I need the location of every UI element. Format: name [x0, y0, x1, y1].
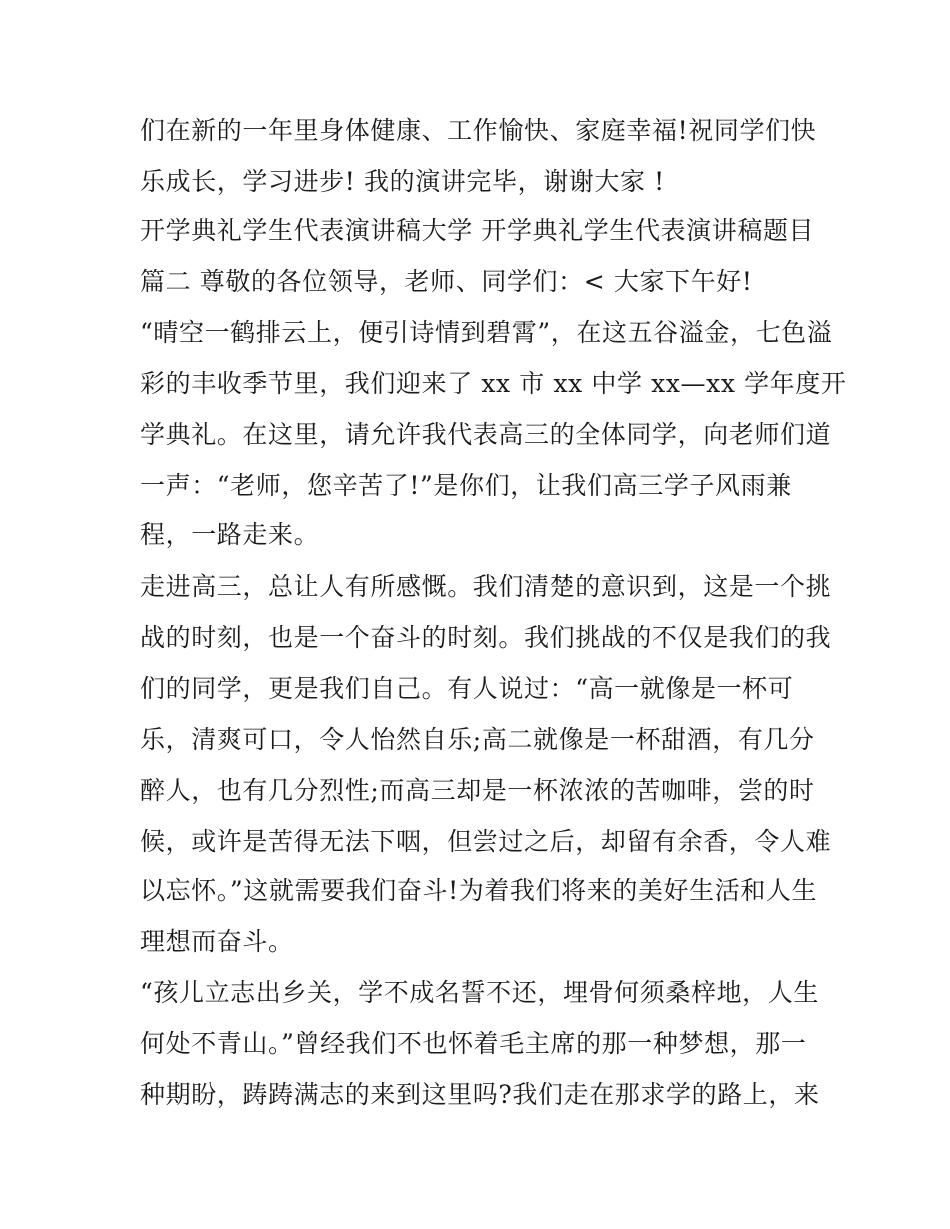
- text-line: 开学典礼学生代表演讲稿大学 开学典礼学生代表演讲稿题目: [140, 216, 815, 245]
- text-line: 何处不青山。”曾经我们不也怀着毛主席的那一种梦想，那一: [140, 1029, 807, 1058]
- text-line: 程，一路走来。: [140, 520, 320, 549]
- text-line: 乐成长，学习进步! 我的演讲完毕，谢谢大家 !: [140, 167, 665, 196]
- text-line: 彩的丰收季节里，我们迎来了 xx 市 xx 中学 xx—xx 学年度开: [140, 369, 847, 398]
- text-line: 以忘怀。”这就需要我们奋斗!为着我们将来的美好生活和人生: [140, 876, 818, 905]
- text-line: 理想而奋斗。: [140, 927, 294, 956]
- text-line: 篇二 尊敬的各位领导，老师、同学们：< 大家下午好!: [140, 267, 753, 296]
- text-line: 种期盼，踌踌满志的来到这里吗?我们走在那求学的路上，来: [140, 1080, 820, 1109]
- text-line: 乐，清爽可口，令人怡然自乐;高二就像是一杯甜酒，有几分: [140, 725, 815, 754]
- text-line: “晴空一鹤排云上，便引诗情到碧霄”，在这五谷溢金，七色溢: [140, 318, 833, 347]
- text-line: 走进高三，总让人有所感慨。我们清楚的意识到，这是一个挑: [140, 572, 832, 601]
- text-line: 学典礼。在这里，请允许我代表高三的全体同学，向老师们道: [140, 420, 832, 449]
- text-line: 战的时刻，也是一个奋斗的时刻。我们挑战的不仅是我们的我: [140, 623, 832, 652]
- text-line: 候，或许是苦得无法下咽，但尝过之后，却留有余香，令人难: [140, 827, 832, 856]
- text-line: 一声：“老师，您辛苦了!”是你们，让我们高三学子风雨兼: [140, 471, 792, 500]
- text-line: “孩儿立志出乡关，学不成名誓不还，埋骨何须桑梓地，人生: [140, 978, 819, 1007]
- text-line: 们在新的一年里身体健康、工作愉快、家庭幸福!祝同学们快: [140, 116, 817, 145]
- text-line: 们的同学，更是我们自己。有人说过：“高一就像是一杯可: [140, 674, 794, 703]
- text-line: 醉人，也有几分烈性;而高三却是一杯浓浓的苦咖啡，尝的时: [140, 776, 815, 805]
